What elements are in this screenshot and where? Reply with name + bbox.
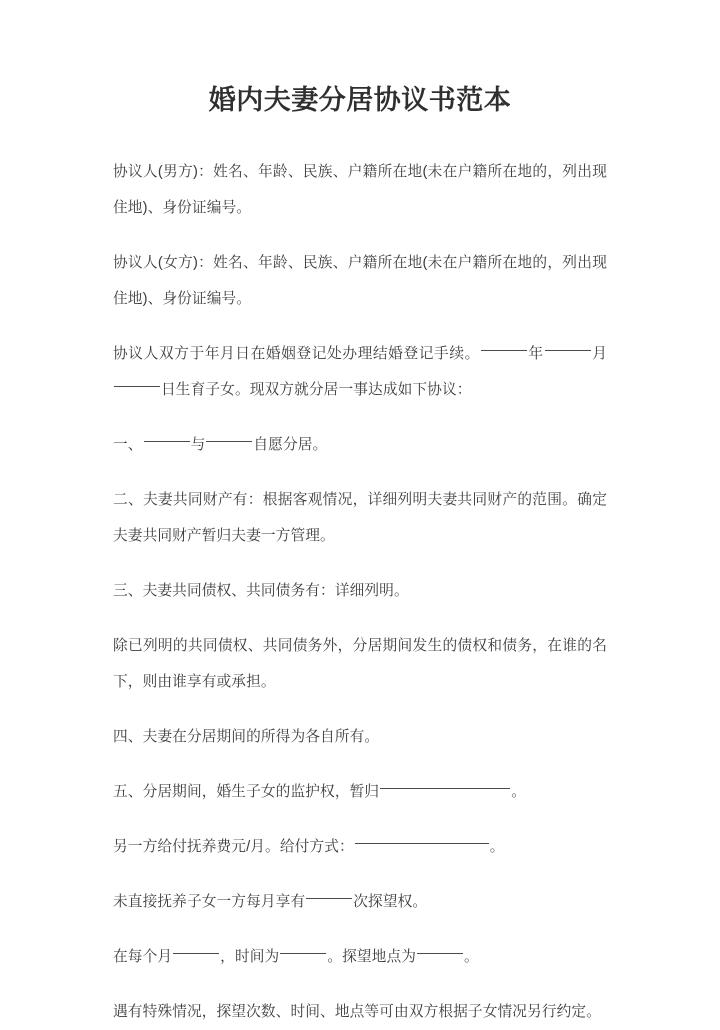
- paragraph-marriage-registration: [113, 336, 607, 408]
- paragraph-clause-5-visitation-time: [113, 939, 607, 975]
- paragraph-text: ，时间为: [220, 949, 280, 965]
- fill-in-blank[interactable]: [144, 427, 190, 442]
- paragraph-clause-5-support: [113, 829, 607, 865]
- paragraph-text: 。: [464, 949, 479, 965]
- paragraph-text: 另一方给付抚养费元/月。给付方式：: [113, 839, 354, 855]
- paragraph-text: 次探望权。: [353, 894, 428, 910]
- paragraph-text: 未直接抚养子女一方每月享有: [113, 894, 306, 910]
- document-paragraph-list: [113, 154, 607, 1030]
- fill-in-blank[interactable]: [417, 939, 463, 954]
- fill-in-blank[interactable]: [355, 829, 489, 844]
- paragraph-clause-3: 三、夫妻共同债权、共同债务有：详细列明。: [113, 583, 409, 599]
- paragraph-text: 协议人双方于年月日在婚姻登记处办理结婚登记手续。: [113, 346, 480, 362]
- fill-in-blank[interactable]: [380, 774, 510, 789]
- paragraph-text: 五、分居期间，婚生子女的监护权，暂归: [113, 784, 380, 800]
- fill-in-blank[interactable]: [280, 939, 326, 954]
- paragraph-party-male: 协议人(男方)：姓名、年龄、民族、户籍所在地(未在户籍所在地的，列出现住地)、身份证编号。: [113, 164, 607, 216]
- paragraph-clause-3-note: 除已列明的共同债权、共同债务外，分居期间发生的债权和债务，在谁的名下，则由谁享有或承担。: [113, 638, 607, 690]
- paragraph-clause-5-visitation-special: 遇有特殊情况，探望次数、时间、地点等可由双方根据子女情况另行约定。: [113, 1004, 601, 1020]
- fill-in-blank[interactable]: [173, 939, 219, 954]
- paragraph-text: 一、: [113, 437, 143, 453]
- paragraph-text: 在每个月: [113, 949, 173, 965]
- paragraph-clause-2: 二、夫妻共同财产有：根据客观情况，详细列明夫妻共同财产的范围。确定夫妻共同财产暂归夫妻一方管理。: [113, 492, 607, 544]
- paragraph-text: 与: [190, 437, 206, 453]
- paragraph-text: 。: [511, 784, 526, 800]
- paragraph-text: 。: [489, 839, 505, 855]
- fill-in-blank[interactable]: [306, 884, 352, 899]
- paragraph-party-female: 协议人(女方)：姓名、年龄、民族、户籍所在地(未在户籍所在地的，列出现住地)、身份证编号。: [113, 255, 607, 307]
- document-body: [113, 0, 607, 1030]
- paragraph-clause-4: 四、夫妻在分居期间的所得为各自所有。: [113, 729, 380, 745]
- fill-in-blank[interactable]: [545, 336, 591, 351]
- fill-in-blank[interactable]: [481, 336, 527, 351]
- paragraph-text: 月: [591, 346, 607, 362]
- paragraph-text: 日生育子女。现双方就分居一事达成如下协议：: [161, 382, 472, 398]
- paragraph-text: 自愿分居。: [253, 437, 328, 453]
- paragraph-clause-5: [113, 774, 607, 810]
- paragraph-text: 年: [527, 346, 544, 362]
- paragraph-text: 。探望地点为: [327, 949, 417, 965]
- fill-in-blank[interactable]: [114, 372, 160, 387]
- paragraph-clause-1: [113, 427, 607, 463]
- paragraph-clause-5-visitation-count: [113, 884, 607, 920]
- fill-in-blank[interactable]: [206, 427, 252, 442]
- page-title: 婚内夫妻分居协议书范本: [208, 85, 512, 115]
